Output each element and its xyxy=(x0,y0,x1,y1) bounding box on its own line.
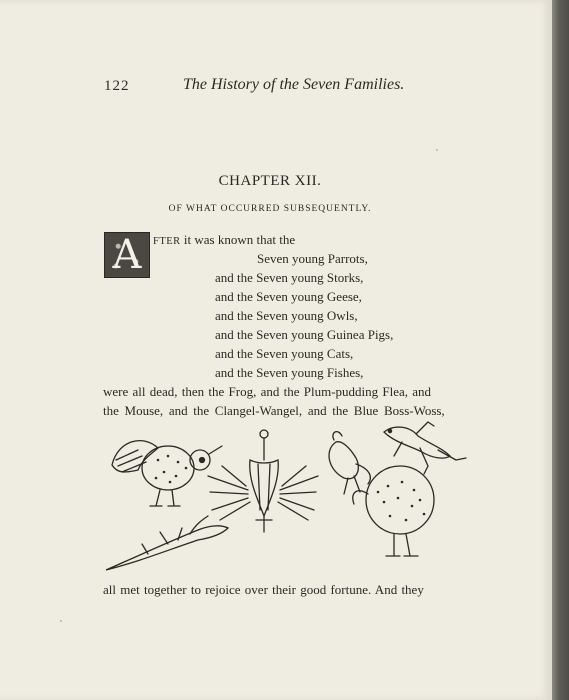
paper-speck xyxy=(60,620,62,622)
paragraph-line: were all dead, then the Frog, and the Plum-pudding Flea, and xyxy=(103,384,432,399)
list-line: and the Seven young Fishes, xyxy=(215,365,364,380)
list-line: and the Seven young Cats, xyxy=(215,346,354,361)
list-line: Seven young Parrots, xyxy=(257,251,368,266)
first-line-rest: it was known that the xyxy=(180,232,296,247)
first-word-smallcaps: FTER xyxy=(153,236,181,247)
running-title: The History of the Seven Families. xyxy=(183,76,405,93)
chapter-subtitle: OF WHAT OCCURRED SUBSEQUENTLY. xyxy=(168,204,372,214)
ornamental-dropcap: A xyxy=(104,232,150,278)
first-line xyxy=(153,232,295,248)
paragraph-line: all met together to rejoice over their good fortune. And they xyxy=(103,582,424,597)
paragraph-line: the Mouse, and the Clangel-Wangel, and the Blue Boss-Woss, xyxy=(103,403,445,418)
bird-drawing xyxy=(112,441,222,506)
list-line: and the Seven young Owls, xyxy=(215,308,358,323)
page-number: 122 xyxy=(104,78,130,94)
list-line: and the Seven young Storks, xyxy=(215,270,364,285)
spiky-plant-drawing xyxy=(208,430,318,532)
paper-speck xyxy=(436,149,438,151)
mouse-drawing xyxy=(329,432,370,494)
list-line: and the Seven young Guinea Pigs, xyxy=(215,327,394,342)
chapter-title: CHAPTER XII. xyxy=(218,173,322,189)
page-header xyxy=(0,78,552,98)
plum-pudding-flea-drawing xyxy=(353,466,434,556)
list-line: and the Seven young Geese, xyxy=(215,289,362,304)
book-spine-edge xyxy=(552,0,569,700)
creatures-illustration xyxy=(98,420,478,580)
lizard-drawing xyxy=(106,516,228,570)
